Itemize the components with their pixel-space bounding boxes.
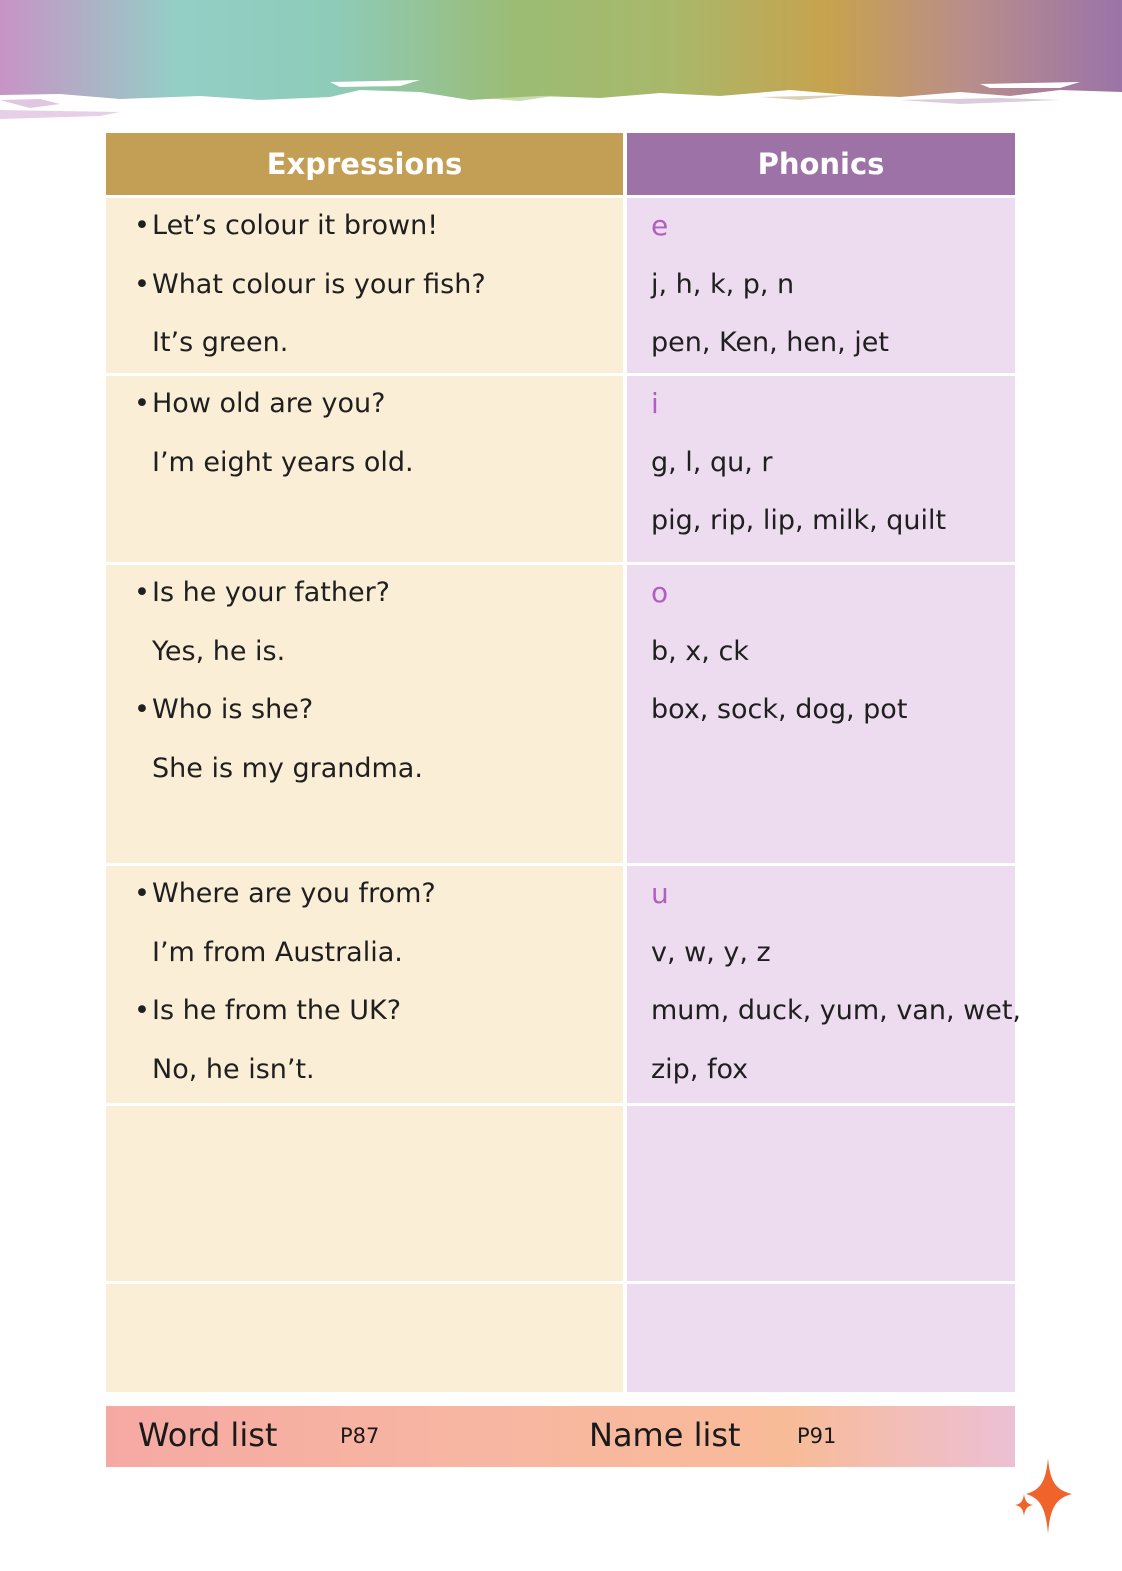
expression-text: Yes, he is. [152, 635, 286, 667]
expression-line [134, 323, 623, 382]
expression-line [134, 265, 623, 324]
word-list-page: P87 [340, 1424, 380, 1448]
expression-line [134, 632, 623, 691]
phonics-words: pig, rip, lip, milk, quilt [651, 505, 947, 536]
expressions-cell [106, 1106, 623, 1281]
expression-text: It’s green. [152, 327, 289, 358]
sparkle-icon [1012, 1456, 1076, 1536]
expression-line [134, 573, 623, 632]
phonics-words: mum, duck, yum, van, wet, [651, 995, 1021, 1026]
phonics-vowel: o [651, 576, 669, 609]
bullet-mark: • [134, 388, 150, 419]
expression-line [134, 874, 623, 933]
expression-text: How old are you? [152, 388, 386, 419]
word-list-label: Word list [138, 1416, 278, 1454]
expression-line [134, 933, 623, 992]
expression-text: She is my grandma. [152, 752, 423, 784]
phonics-vowel: i [651, 387, 659, 420]
expression-line [134, 206, 623, 265]
bullet-mark: • [134, 577, 150, 608]
phonics-cell [627, 565, 1015, 863]
expression-line [134, 384, 623, 443]
banner-brush-edge [0, 0, 1122, 125]
bullet-mark: • [134, 210, 150, 241]
phonics-cell [627, 376, 1015, 562]
expression-text: I’m from Australia. [152, 936, 403, 968]
expression-text: What colour is your fish? [152, 268, 486, 300]
phonics-header: Phonics [627, 133, 1015, 195]
phonics-letters: j, h, k, p, n [651, 268, 795, 300]
expression-text: Is he from the UK? [152, 995, 402, 1026]
bullet-mark: • [134, 694, 150, 725]
summary-table [106, 133, 1021, 1392]
expression-line [134, 443, 623, 502]
expression-line [134, 1050, 623, 1109]
phonics-cell [627, 1106, 1015, 1281]
expression-text: Is he your father? [152, 577, 391, 608]
expressions-header: Expressions [106, 133, 623, 195]
phonics-cell [627, 1284, 1015, 1392]
name-list-label: Name list [589, 1416, 741, 1454]
bullet-mark: • [134, 995, 150, 1026]
expressions-cell [106, 376, 623, 562]
footer-bar [106, 1406, 1015, 1467]
expressions-cell [106, 565, 623, 863]
expression-text: I’m eight years old. [152, 446, 414, 478]
phonics-cell [627, 866, 1021, 1103]
phonics-letters: b, x, ck [651, 635, 749, 667]
phonics-words: zip, fox [651, 1053, 749, 1085]
phonics-words: box, sock, dog, pot [651, 694, 908, 725]
expression-text: Where are you from? [152, 878, 436, 909]
phonics-letters: g, l, qu, r [651, 446, 773, 478]
phonics-vowel: u [651, 877, 669, 910]
expressions-cell [106, 198, 623, 373]
expression-line [134, 991, 623, 1050]
phonics-cell [627, 198, 1015, 373]
phonics-letters: v, w, y, z [651, 936, 771, 968]
phonics-vowel: e [651, 209, 669, 242]
expression-text: Let’s colour it brown! [152, 210, 439, 241]
bullet-mark: • [134, 268, 150, 300]
expressions-cell [106, 866, 623, 1103]
expression-text: No, he isn’t. [152, 1053, 315, 1085]
phonics-words: pen, Ken, hen, jet [651, 327, 889, 358]
expression-text: Who is she? [152, 694, 314, 725]
bullet-mark: • [134, 878, 150, 909]
name-list-page: P91 [797, 1424, 837, 1448]
expression-line [134, 749, 623, 808]
expressions-cell [106, 1284, 623, 1392]
expression-line [134, 690, 623, 749]
